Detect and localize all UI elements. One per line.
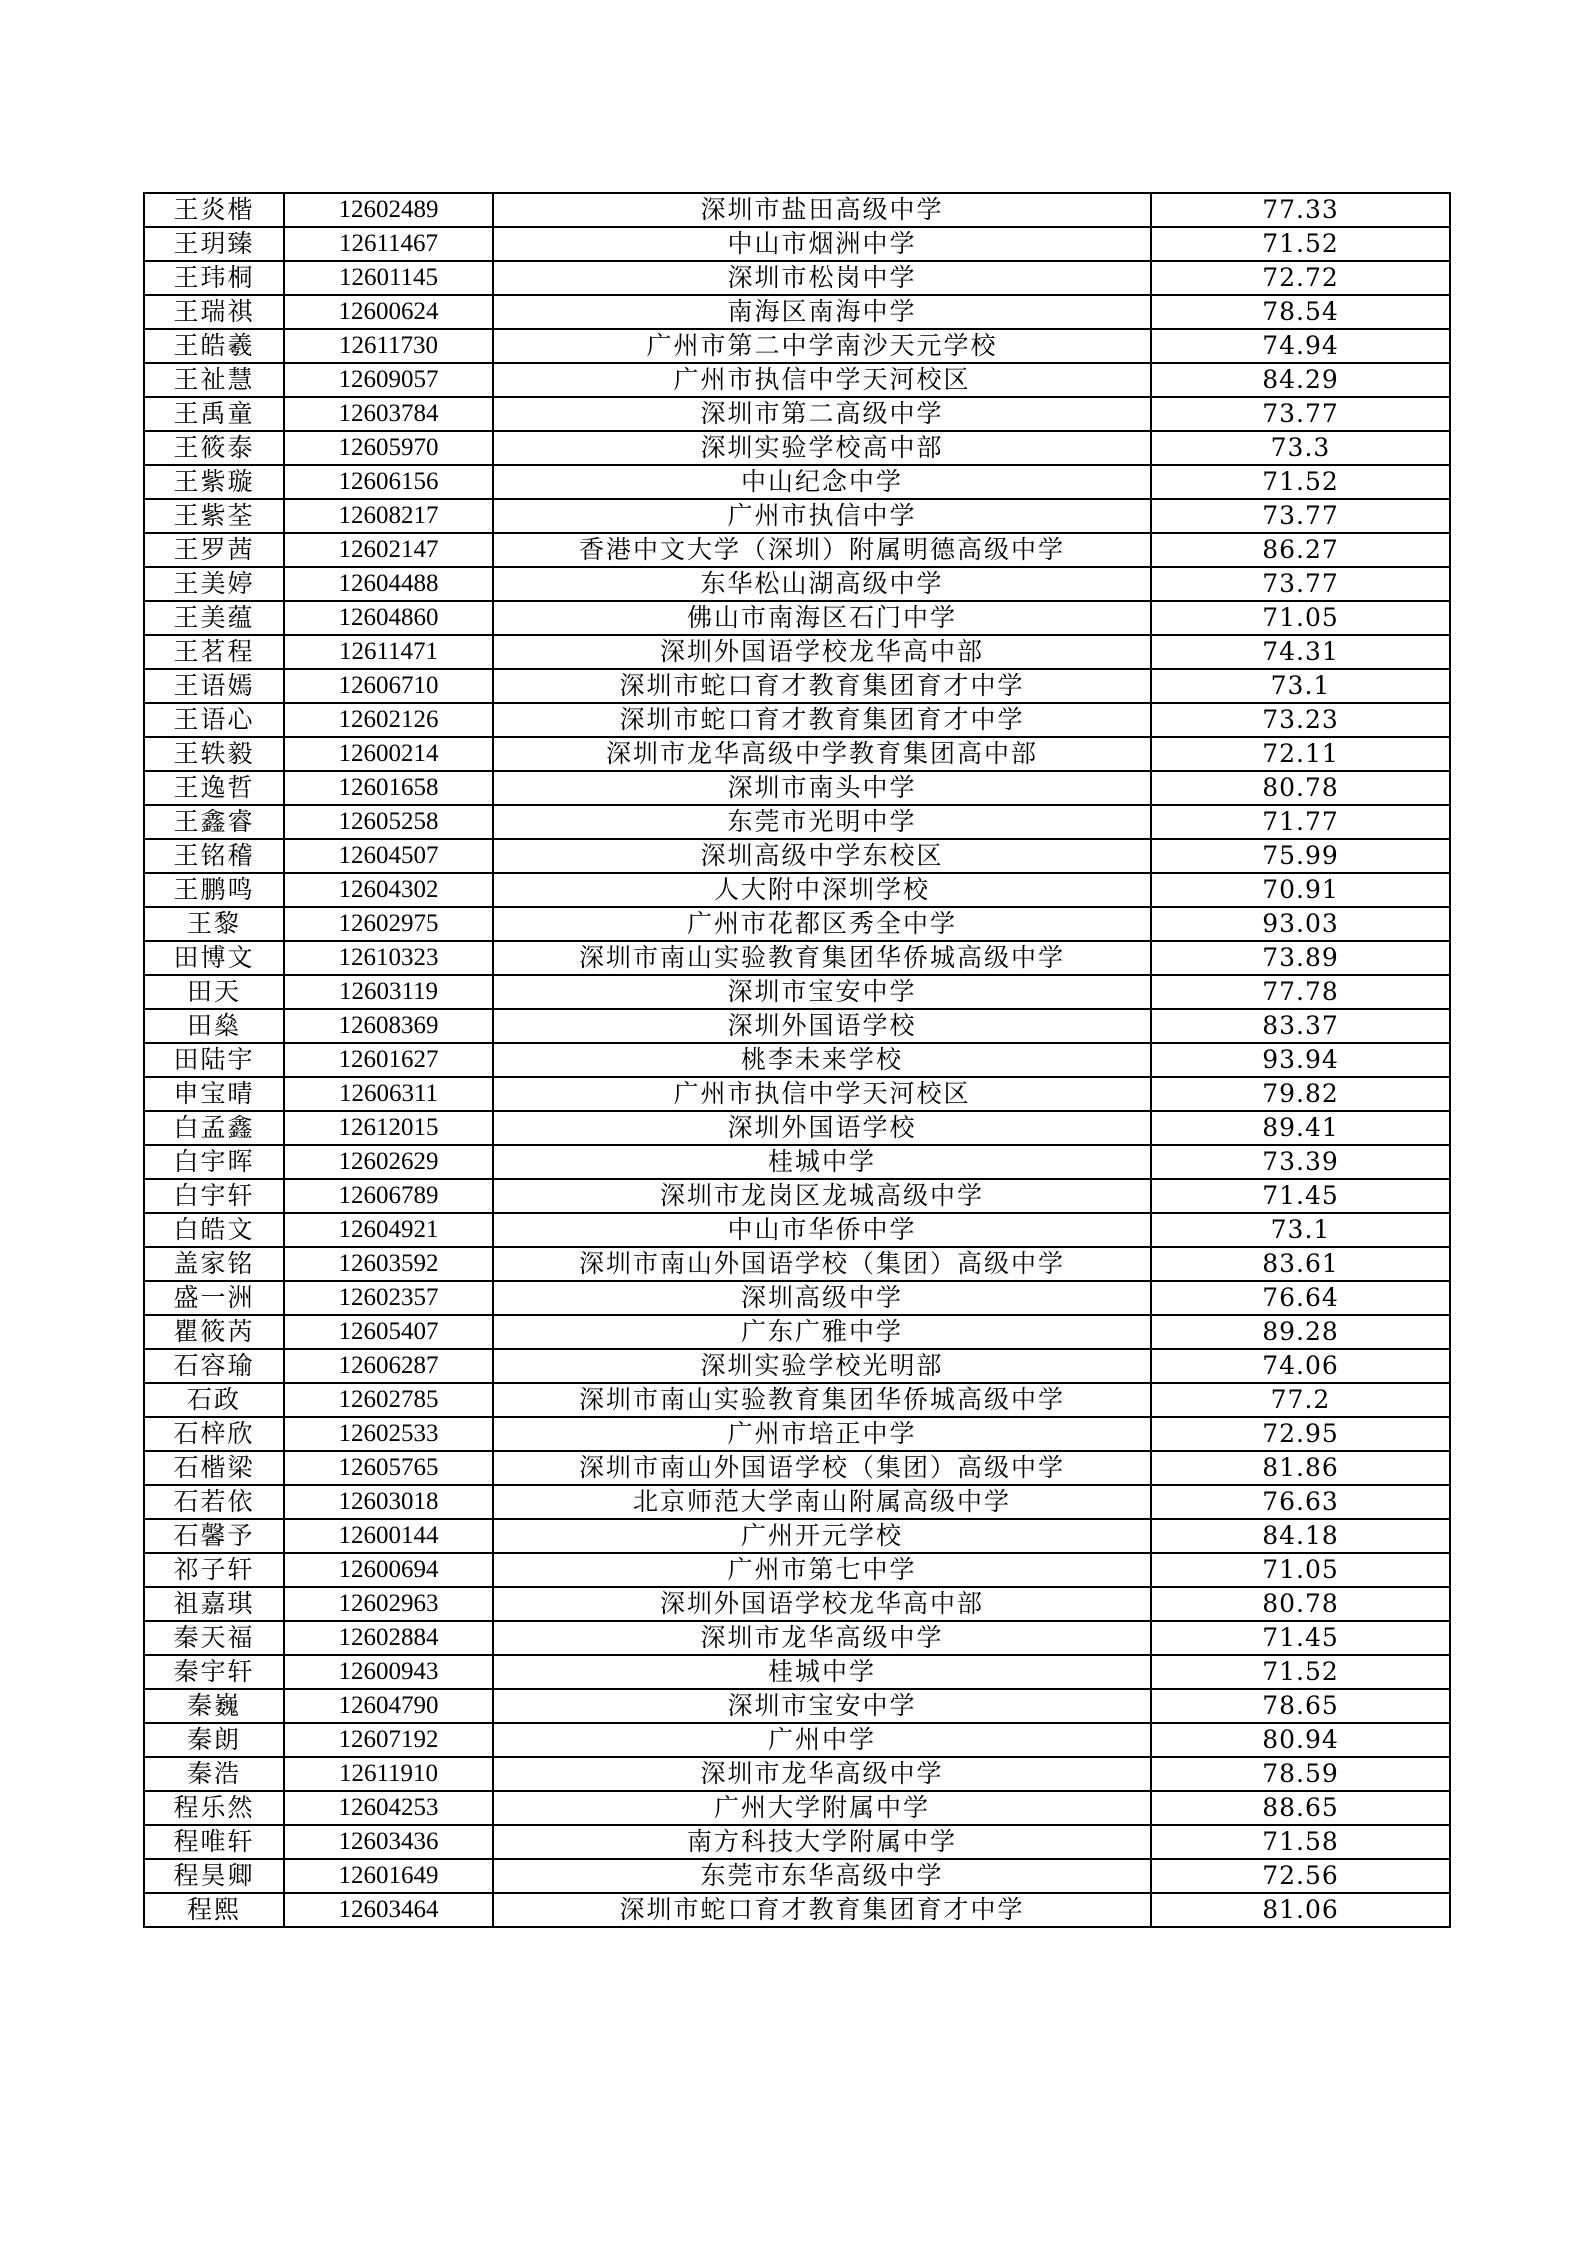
exam-id-cell: 12608217 — [284, 499, 493, 533]
score-cell: 74.94 — [1151, 329, 1450, 363]
table-row — [144, 1893, 1450, 1927]
table-row — [144, 1111, 1450, 1145]
table-row — [144, 975, 1450, 1009]
table-row — [144, 601, 1450, 635]
table-row — [144, 1655, 1450, 1689]
school-name-cell: 东华松山湖高级中学 — [493, 567, 1151, 601]
school-name-cell: 深圳外国语学校 — [493, 1009, 1151, 1043]
student-name-cell: 白宇轩 — [144, 1179, 284, 1213]
student-name-cell: 盖家铭 — [144, 1247, 284, 1281]
table-row — [144, 907, 1450, 941]
score-cell: 76.63 — [1151, 1485, 1450, 1519]
student-name-cell: 王语心 — [144, 703, 284, 737]
score-cell: 73.39 — [1151, 1145, 1450, 1179]
exam-id-cell: 12603436 — [284, 1825, 493, 1859]
school-name-cell: 广州市执信中学天河校区 — [493, 363, 1151, 397]
school-name-cell: 深圳市龙华高级中学 — [493, 1757, 1151, 1791]
student-name-cell: 王轶毅 — [144, 737, 284, 771]
score-cell: 77.78 — [1151, 975, 1450, 1009]
table-row — [144, 805, 1450, 839]
school-name-cell: 香港中文大学（深圳）附属明德高级中学 — [493, 533, 1151, 567]
exam-id-cell: 12604921 — [284, 1213, 493, 1247]
score-cell: 72.56 — [1151, 1859, 1450, 1893]
student-name-cell: 王鑫睿 — [144, 805, 284, 839]
exam-id-cell: 12606710 — [284, 669, 493, 703]
exam-id-cell: 12605970 — [284, 431, 493, 465]
exam-id-cell: 12602533 — [284, 1417, 493, 1451]
table-row — [144, 567, 1450, 601]
table-row — [144, 1723, 1450, 1757]
student-name-cell: 王玮桐 — [144, 261, 284, 295]
school-name-cell: 深圳高级中学 — [493, 1281, 1151, 1315]
school-name-cell: 深圳外国语学校 — [493, 1111, 1151, 1145]
score-cell: 73.77 — [1151, 499, 1450, 533]
school-name-cell: 广州市花都区秀全中学 — [493, 907, 1151, 941]
school-name-cell: 南方科技大学附属中学 — [493, 1825, 1151, 1859]
school-name-cell: 深圳市宝安中学 — [493, 975, 1151, 1009]
school-name-cell: 广州市执信中学 — [493, 499, 1151, 533]
school-name-cell: 深圳外国语学校龙华高中部 — [493, 1587, 1151, 1621]
score-cell: 74.06 — [1151, 1349, 1450, 1383]
score-table-body — [144, 193, 1450, 1927]
exam-id-cell: 12611467 — [284, 227, 493, 261]
school-name-cell: 中山市烟洲中学 — [493, 227, 1151, 261]
exam-id-cell: 12601145 — [284, 261, 493, 295]
table-row — [144, 669, 1450, 703]
exam-id-cell: 12602629 — [284, 1145, 493, 1179]
exam-id-cell: 12604507 — [284, 839, 493, 873]
exam-id-cell: 12604790 — [284, 1689, 493, 1723]
student-name-cell: 盛一洲 — [144, 1281, 284, 1315]
student-name-cell: 王瑞祺 — [144, 295, 284, 329]
score-cell: 73.1 — [1151, 1213, 1450, 1247]
table-row — [144, 397, 1450, 431]
school-name-cell: 深圳市龙华高级中学 — [493, 1621, 1151, 1655]
school-name-cell: 深圳实验学校光明部 — [493, 1349, 1151, 1383]
exam-id-cell: 12602147 — [284, 533, 493, 567]
score-table — [143, 192, 1451, 1928]
student-name-cell: 王逸哲 — [144, 771, 284, 805]
student-name-cell: 王玥臻 — [144, 227, 284, 261]
student-name-cell: 王筱泰 — [144, 431, 284, 465]
school-name-cell: 深圳市南山实验教育集团华侨城高级中学 — [493, 941, 1151, 975]
school-name-cell: 深圳市蛇口育才教育集团育才中学 — [493, 703, 1151, 737]
school-name-cell: 桂城中学 — [493, 1145, 1151, 1179]
student-name-cell: 王禹童 — [144, 397, 284, 431]
exam-id-cell: 12606311 — [284, 1077, 493, 1111]
student-name-cell: 祖嘉琪 — [144, 1587, 284, 1621]
student-name-cell: 王鹏鸣 — [144, 873, 284, 907]
score-cell: 73.3 — [1151, 431, 1450, 465]
table-row — [144, 1179, 1450, 1213]
table-row — [144, 703, 1450, 737]
score-cell: 89.41 — [1151, 1111, 1450, 1145]
student-name-cell: 程昊卿 — [144, 1859, 284, 1893]
exam-id-cell: 12611730 — [284, 329, 493, 363]
school-name-cell: 深圳市第二高级中学 — [493, 397, 1151, 431]
student-name-cell: 申宝晴 — [144, 1077, 284, 1111]
score-cell: 84.29 — [1151, 363, 1450, 397]
score-cell: 71.05 — [1151, 601, 1450, 635]
score-cell: 81.86 — [1151, 1451, 1450, 1485]
table-row — [144, 295, 1450, 329]
student-name-cell: 田陆宇 — [144, 1043, 284, 1077]
student-name-cell: 秦朗 — [144, 1723, 284, 1757]
table-row — [144, 1587, 1450, 1621]
exam-id-cell: 12600624 — [284, 295, 493, 329]
exam-id-cell: 12601658 — [284, 771, 493, 805]
student-name-cell: 王炎楷 — [144, 193, 284, 227]
exam-id-cell: 12608369 — [284, 1009, 493, 1043]
student-name-cell: 田天 — [144, 975, 284, 1009]
score-cell: 71.45 — [1151, 1621, 1450, 1655]
student-name-cell: 田燊 — [144, 1009, 284, 1043]
table-row — [144, 431, 1450, 465]
student-name-cell: 王祉慧 — [144, 363, 284, 397]
exam-id-cell: 12612015 — [284, 1111, 493, 1145]
student-name-cell: 王紫荃 — [144, 499, 284, 533]
school-name-cell: 广州市第七中学 — [493, 1553, 1151, 1587]
school-name-cell: 中山市华侨中学 — [493, 1213, 1151, 1247]
table-row — [144, 771, 1450, 805]
student-name-cell: 石馨予 — [144, 1519, 284, 1553]
table-row — [144, 1485, 1450, 1519]
exam-id-cell: 12609057 — [284, 363, 493, 397]
student-name-cell: 程乐然 — [144, 1791, 284, 1825]
table-row — [144, 1043, 1450, 1077]
student-name-cell: 秦巍 — [144, 1689, 284, 1723]
student-name-cell: 白宇晖 — [144, 1145, 284, 1179]
table-row — [144, 1247, 1450, 1281]
score-cell: 80.78 — [1151, 771, 1450, 805]
student-name-cell: 白孟鑫 — [144, 1111, 284, 1145]
exam-id-cell: 12604253 — [284, 1791, 493, 1825]
student-name-cell: 秦浩 — [144, 1757, 284, 1791]
score-cell: 83.61 — [1151, 1247, 1450, 1281]
table-row — [144, 1145, 1450, 1179]
school-name-cell: 深圳市松岗中学 — [493, 261, 1151, 295]
school-name-cell: 深圳市蛇口育才教育集团育才中学 — [493, 669, 1151, 703]
school-name-cell: 深圳外国语学校龙华高中部 — [493, 635, 1151, 669]
score-cell: 75.99 — [1151, 839, 1450, 873]
exam-id-cell: 12602975 — [284, 907, 493, 941]
score-cell: 88.65 — [1151, 1791, 1450, 1825]
table-row — [144, 1009, 1450, 1043]
student-name-cell: 程唯轩 — [144, 1825, 284, 1859]
exam-id-cell: 12604860 — [284, 601, 493, 635]
table-row — [144, 1621, 1450, 1655]
table-row — [144, 737, 1450, 771]
student-name-cell: 王茗程 — [144, 635, 284, 669]
exam-id-cell: 12606287 — [284, 1349, 493, 1383]
school-name-cell: 中山纪念中学 — [493, 465, 1151, 499]
student-name-cell: 王铭稽 — [144, 839, 284, 873]
score-cell: 81.06 — [1151, 1893, 1450, 1927]
score-cell: 73.23 — [1151, 703, 1450, 737]
table-row — [144, 635, 1450, 669]
school-name-cell: 深圳实验学校高中部 — [493, 431, 1151, 465]
score-cell: 71.52 — [1151, 465, 1450, 499]
school-name-cell: 深圳市龙岗区龙城高级中学 — [493, 1179, 1151, 1213]
school-name-cell: 深圳市南山外国语学校（集团）高级中学 — [493, 1247, 1151, 1281]
exam-id-cell: 12600943 — [284, 1655, 493, 1689]
student-name-cell: 王美蕴 — [144, 601, 284, 635]
school-name-cell: 深圳市龙华高级中学教育集团高中部 — [493, 737, 1151, 771]
table-row — [144, 193, 1450, 227]
school-name-cell: 深圳市南山外国语学校（集团）高级中学 — [493, 1451, 1151, 1485]
table-row — [144, 873, 1450, 907]
table-row — [144, 1859, 1450, 1893]
exam-id-cell: 12601649 — [284, 1859, 493, 1893]
table-row — [144, 1689, 1450, 1723]
table-row — [144, 227, 1450, 261]
table-row — [144, 261, 1450, 295]
table-row — [144, 499, 1450, 533]
exam-id-cell: 12600694 — [284, 1553, 493, 1587]
school-name-cell: 东莞市东华高级中学 — [493, 1859, 1151, 1893]
school-name-cell: 人大附中深圳学校 — [493, 873, 1151, 907]
student-name-cell: 石政 — [144, 1383, 284, 1417]
score-cell: 71.45 — [1151, 1179, 1450, 1213]
table-row — [144, 1383, 1450, 1417]
student-name-cell: 程熙 — [144, 1893, 284, 1927]
school-name-cell: 东莞市光明中学 — [493, 805, 1151, 839]
table-row — [144, 1417, 1450, 1451]
score-cell: 71.77 — [1151, 805, 1450, 839]
student-name-cell: 王美婷 — [144, 567, 284, 601]
score-cell: 70.91 — [1151, 873, 1450, 907]
score-cell: 78.59 — [1151, 1757, 1450, 1791]
school-name-cell: 北京师范大学南山附属高级中学 — [493, 1485, 1151, 1519]
school-name-cell: 广州大学附属中学 — [493, 1791, 1151, 1825]
score-cell: 71.52 — [1151, 227, 1450, 261]
school-name-cell: 桂城中学 — [493, 1655, 1151, 1689]
exam-id-cell: 12600144 — [284, 1519, 493, 1553]
exam-id-cell: 12605765 — [284, 1451, 493, 1485]
exam-id-cell: 12611471 — [284, 635, 493, 669]
school-name-cell: 广州市第二中学南沙天元学校 — [493, 329, 1151, 363]
school-name-cell: 深圳市盐田高级中学 — [493, 193, 1151, 227]
student-name-cell: 王黎 — [144, 907, 284, 941]
score-cell: 73.77 — [1151, 567, 1450, 601]
table-row — [144, 533, 1450, 567]
table-row — [144, 1349, 1450, 1383]
table-row — [144, 839, 1450, 873]
exam-id-cell: 12607192 — [284, 1723, 493, 1757]
table-row — [144, 1519, 1450, 1553]
school-name-cell: 深圳市宝安中学 — [493, 1689, 1151, 1723]
school-name-cell: 广州中学 — [493, 1723, 1151, 1757]
score-cell: 89.28 — [1151, 1315, 1450, 1349]
exam-id-cell: 12605258 — [284, 805, 493, 839]
exam-id-cell: 12600214 — [284, 737, 493, 771]
student-name-cell: 白皓文 — [144, 1213, 284, 1247]
table-row — [144, 1553, 1450, 1587]
table-row — [144, 941, 1450, 975]
table-row — [144, 1213, 1450, 1247]
table-row — [144, 363, 1450, 397]
exam-id-cell: 12602357 — [284, 1281, 493, 1315]
score-cell: 80.78 — [1151, 1587, 1450, 1621]
score-cell: 79.82 — [1151, 1077, 1450, 1111]
table-row — [144, 1077, 1450, 1111]
score-cell: 73.77 — [1151, 397, 1450, 431]
student-name-cell: 秦天福 — [144, 1621, 284, 1655]
score-cell: 72.95 — [1151, 1417, 1450, 1451]
score-cell: 93.03 — [1151, 907, 1450, 941]
school-name-cell: 南海区南海中学 — [493, 295, 1151, 329]
school-name-cell: 广州市执信中学天河校区 — [493, 1077, 1151, 1111]
student-name-cell: 石容瑜 — [144, 1349, 284, 1383]
student-name-cell: 石若依 — [144, 1485, 284, 1519]
score-cell: 86.27 — [1151, 533, 1450, 567]
score-cell: 80.94 — [1151, 1723, 1450, 1757]
exam-id-cell: 12606789 — [284, 1179, 493, 1213]
exam-id-cell: 12602126 — [284, 703, 493, 737]
table-row — [144, 329, 1450, 363]
exam-id-cell: 12603119 — [284, 975, 493, 1009]
score-cell: 74.31 — [1151, 635, 1450, 669]
school-name-cell: 广东广雅中学 — [493, 1315, 1151, 1349]
table-row — [144, 1825, 1450, 1859]
exam-id-cell: 12602963 — [284, 1587, 493, 1621]
exam-id-cell: 12603784 — [284, 397, 493, 431]
exam-id-cell: 12602884 — [284, 1621, 493, 1655]
student-name-cell: 石梓欣 — [144, 1417, 284, 1451]
school-name-cell: 广州市培正中学 — [493, 1417, 1151, 1451]
score-cell: 83.37 — [1151, 1009, 1450, 1043]
score-cell: 76.64 — [1151, 1281, 1450, 1315]
school-name-cell: 深圳市南山实验教育集团华侨城高级中学 — [493, 1383, 1151, 1417]
exam-id-cell: 12604302 — [284, 873, 493, 907]
exam-id-cell: 12603592 — [284, 1247, 493, 1281]
exam-id-cell: 12603018 — [284, 1485, 493, 1519]
table-row — [144, 1281, 1450, 1315]
score-cell: 73.1 — [1151, 669, 1450, 703]
score-cell: 78.65 — [1151, 1689, 1450, 1723]
exam-id-cell: 12606156 — [284, 465, 493, 499]
exam-id-cell: 12603464 — [284, 1893, 493, 1927]
student-name-cell: 秦宇轩 — [144, 1655, 284, 1689]
table-row — [144, 1451, 1450, 1485]
school-name-cell: 深圳市蛇口育才教育集团育才中学 — [493, 1893, 1151, 1927]
table-row — [144, 465, 1450, 499]
exam-id-cell: 12611910 — [284, 1757, 493, 1791]
exam-id-cell: 12601627 — [284, 1043, 493, 1077]
score-cell: 72.11 — [1151, 737, 1450, 771]
exam-id-cell: 12604488 — [284, 567, 493, 601]
table-row — [144, 1315, 1450, 1349]
student-name-cell: 王语嫣 — [144, 669, 284, 703]
student-name-cell: 祁子轩 — [144, 1553, 284, 1587]
exam-id-cell: 12605407 — [284, 1315, 493, 1349]
school-name-cell: 佛山市南海区石门中学 — [493, 601, 1151, 635]
school-name-cell: 深圳高级中学东校区 — [493, 839, 1151, 873]
exam-id-cell: 12602489 — [284, 193, 493, 227]
score-cell: 71.52 — [1151, 1655, 1450, 1689]
score-cell: 77.2 — [1151, 1383, 1450, 1417]
student-name-cell: 王皓羲 — [144, 329, 284, 363]
score-cell: 93.94 — [1151, 1043, 1450, 1077]
student-name-cell: 王紫璇 — [144, 465, 284, 499]
score-cell: 71.05 — [1151, 1553, 1450, 1587]
student-name-cell: 王罗茜 — [144, 533, 284, 567]
exam-id-cell: 12610323 — [284, 941, 493, 975]
school-name-cell: 广州开元学校 — [493, 1519, 1151, 1553]
exam-id-cell: 12602785 — [284, 1383, 493, 1417]
score-cell: 84.18 — [1151, 1519, 1450, 1553]
score-cell: 72.72 — [1151, 261, 1450, 295]
score-cell: 78.54 — [1151, 295, 1450, 329]
table-row — [144, 1791, 1450, 1825]
score-cell: 73.89 — [1151, 941, 1450, 975]
student-name-cell: 田博文 — [144, 941, 284, 975]
student-name-cell: 瞿筱芮 — [144, 1315, 284, 1349]
student-name-cell: 石楷梁 — [144, 1451, 284, 1485]
score-cell: 71.58 — [1151, 1825, 1450, 1859]
school-name-cell: 桃李未来学校 — [493, 1043, 1151, 1077]
score-cell: 77.33 — [1151, 193, 1450, 227]
table-row — [144, 1757, 1450, 1791]
school-name-cell: 深圳市南头中学 — [493, 771, 1151, 805]
